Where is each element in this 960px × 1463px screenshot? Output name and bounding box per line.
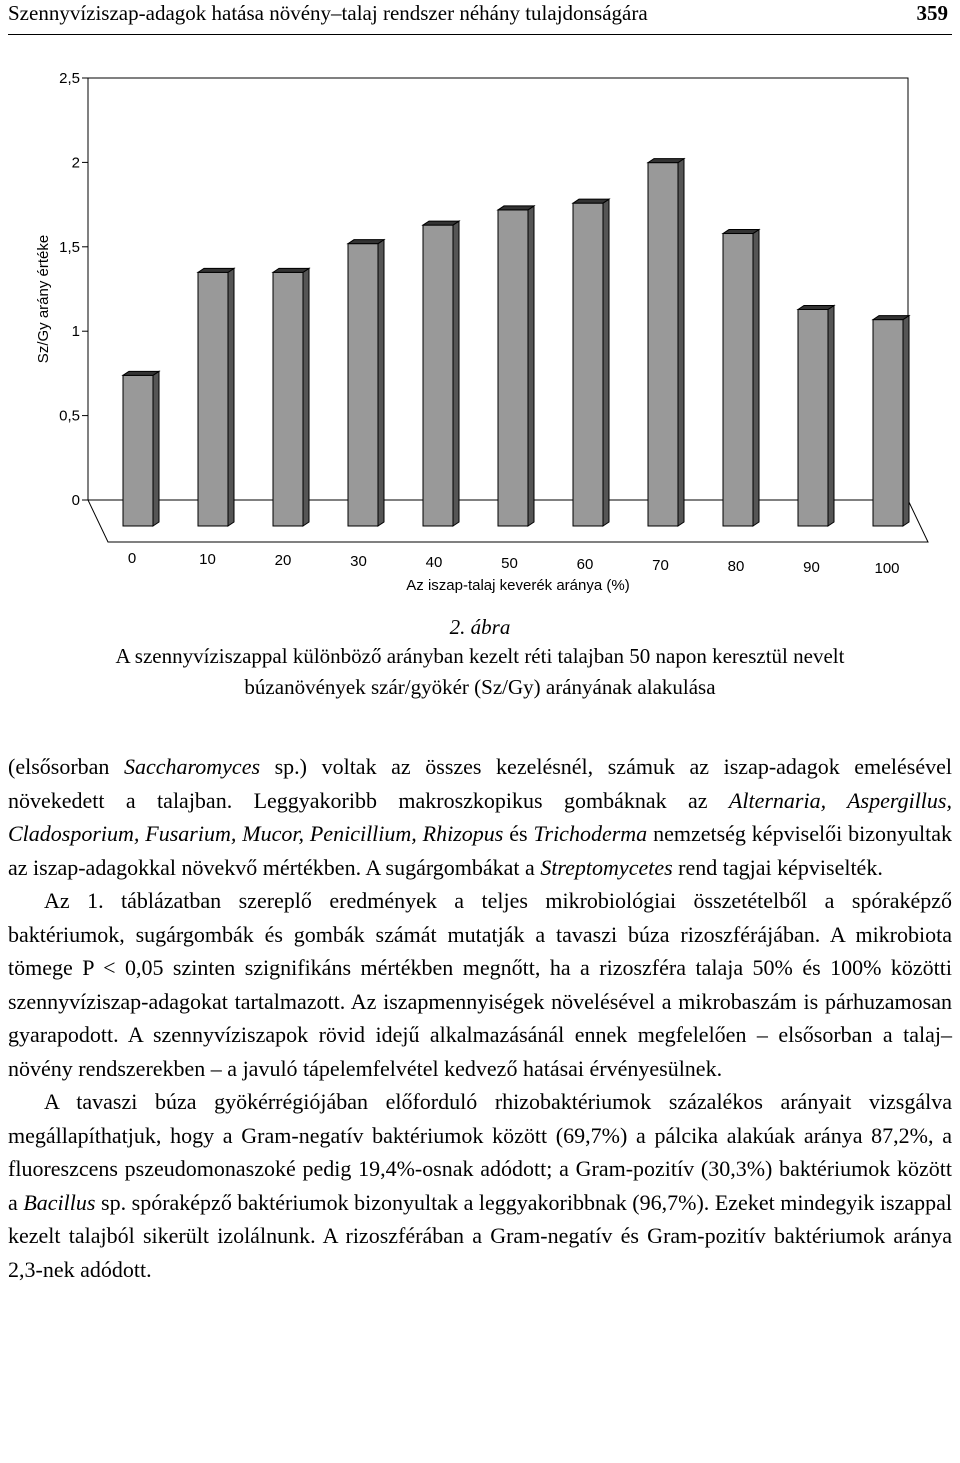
caption-line-2: búzanövények szár/gyökér (Sz/Gy) arányának alakulása bbox=[244, 675, 716, 699]
bar-side bbox=[903, 316, 909, 526]
bar-side bbox=[228, 268, 234, 526]
bar-top bbox=[348, 240, 384, 244]
text-run: sp. spóraképző baktériumok bizonyultak a leggyakoribbnak (96,7%). Ezeket mindegyik iszappal kezelt talajból sikerült izolálnunk. A rizoszférában a Gram-negatív és Gram-pozitív baktériumok aránya 2,3-nek adódott. bbox=[8, 1189, 953, 1282]
bar-side bbox=[153, 371, 159, 526]
page-number: 359 bbox=[916, 1, 948, 25]
text-run-italic: Streptomycetes bbox=[540, 854, 673, 880]
running-title: Szennyvíziszap-adagok hatása növény–talaj rendszer néhány tulajdonságára bbox=[8, 1, 648, 25]
bar bbox=[648, 163, 678, 526]
paragraph-3 bbox=[8, 1085, 952, 1286]
x-tick-label: 60 bbox=[576, 556, 594, 573]
text-run-italic: Saccharomyces bbox=[124, 754, 261, 779]
y-tick-label: 2,5 bbox=[59, 70, 80, 87]
y-tick-label: 1 bbox=[71, 323, 80, 341]
bar-top bbox=[198, 268, 234, 272]
bar bbox=[273, 272, 303, 526]
bar-top bbox=[273, 268, 309, 272]
x-tick-label: 80 bbox=[727, 558, 745, 575]
paragraph-2: Az 1. táblázatban szereplő eredmények a teljes mikrobiológiai összetételből a spóraképző baktériumok, sugárgombák és gombák számát mutatják a tavaszi búza rizoszférájában. A mikrobiota tömege P < 0,05 szinten szignifikáns mértékben megnőtt, ha a rizoszféra talaja 50% és 100% közötti szennyvíziszap-adagokat tartalmazott. Az iszapmennyiségek növelésével a mikrobaszám is párhuzamosan gyarapodott. A szennyvíziszapok rövid idejű alkalmazásánál ennek megfelelően – elsősorban a talaj–növény rendszerekben – a javuló tápelemfelvétel kedvező hatásai érvényesülnek. bbox=[8, 888, 952, 1081]
bar bbox=[348, 244, 378, 526]
x-axis-title: Az iszap-talaj keverék aránya (%) bbox=[406, 577, 630, 594]
running-header bbox=[8, 0, 952, 35]
bar-top bbox=[123, 371, 159, 375]
figure-number: 2. ábra bbox=[449, 615, 511, 639]
bar-top bbox=[498, 206, 534, 210]
caption-line-1: A szennyvíziszappal különböző arányban kezelt réti talajban 50 napon keresztül nevelt bbox=[115, 644, 845, 668]
text-run: sp.) voltak az összes kezelésnél, számuk az iszap-adagok emelésével növekedett a talajban. Leggyakoribb makroszkopikus gombáknak az bbox=[8, 754, 952, 813]
bar bbox=[198, 272, 228, 526]
bar-top bbox=[723, 230, 759, 234]
x-tick-label: 10 bbox=[199, 551, 216, 568]
x-tick-label: 100 bbox=[874, 560, 900, 577]
bar bbox=[423, 225, 453, 526]
bar bbox=[498, 210, 528, 526]
bar-top bbox=[573, 199, 609, 203]
paragraph-1 bbox=[8, 750, 952, 884]
bar bbox=[573, 203, 603, 526]
text-run: és bbox=[503, 821, 534, 846]
y-axis-title: Sz/Gy arány értéke bbox=[35, 234, 52, 364]
x-tick-label: 0 bbox=[127, 550, 137, 567]
bar-side bbox=[603, 199, 609, 526]
text-run: nemzetség képviselői bizonyultak az iszap-adagokkal növekvő mértékben. A sugárgombákat a bbox=[8, 821, 952, 880]
bar bbox=[798, 309, 828, 526]
body-text bbox=[8, 750, 952, 1286]
bar-top bbox=[423, 221, 459, 225]
bar-top bbox=[873, 316, 909, 320]
text-run-italic: Bacillus bbox=[23, 1189, 96, 1215]
text-run-italic: Alternaria, Aspergillus, Cladosporium, Fusarium, Mucor, Penicillium, Rhizopus bbox=[8, 787, 952, 846]
x-tick-label: 70 bbox=[652, 557, 669, 574]
x-tick-label: 50 bbox=[501, 555, 518, 572]
text-run-italic: Trichoderma bbox=[533, 821, 648, 846]
bar bbox=[123, 375, 153, 526]
bar-side bbox=[828, 305, 834, 526]
figure-caption bbox=[0, 641, 960, 703]
bar bbox=[723, 234, 753, 526]
y-tick-label: 1,5 bbox=[59, 238, 80, 256]
bar-side bbox=[453, 221, 459, 526]
bar-chart bbox=[0, 40, 960, 610]
y-tick-label: 0,5 bbox=[59, 407, 80, 425]
x-tick-label: 30 bbox=[350, 553, 367, 570]
bar-side bbox=[753, 230, 759, 526]
text-run: (elsősorban bbox=[8, 754, 124, 779]
x-tick-label: 40 bbox=[425, 554, 443, 571]
bar-top bbox=[798, 305, 834, 309]
x-tick-label: 90 bbox=[803, 559, 820, 576]
bar-side bbox=[378, 240, 384, 526]
bar bbox=[873, 320, 903, 526]
y-tick-label: 0 bbox=[71, 492, 80, 509]
bar-top bbox=[648, 159, 684, 163]
bar-side bbox=[303, 268, 309, 526]
y-tick-label: 2 bbox=[71, 154, 80, 172]
x-tick-label: 20 bbox=[274, 552, 292, 569]
text-run: rend tagjai képviselték. bbox=[672, 854, 883, 880]
text-run: A tavaszi búza gyökérrégiójában előforduló rhizobaktériumok százalékos arányait vizsgálva megállapíthatjuk, hogy a Gram-negatív baktériumok között (69,7%) a pálcika alakúak aránya 87,2%, a fluoreszcens pszeudomonaszoké pedig 19,4%-osnak adódott; a Gram-pozitív (30,3%) baktériumok között a bbox=[8, 1089, 952, 1215]
bar-side bbox=[678, 159, 684, 526]
bar-side bbox=[528, 206, 534, 526]
